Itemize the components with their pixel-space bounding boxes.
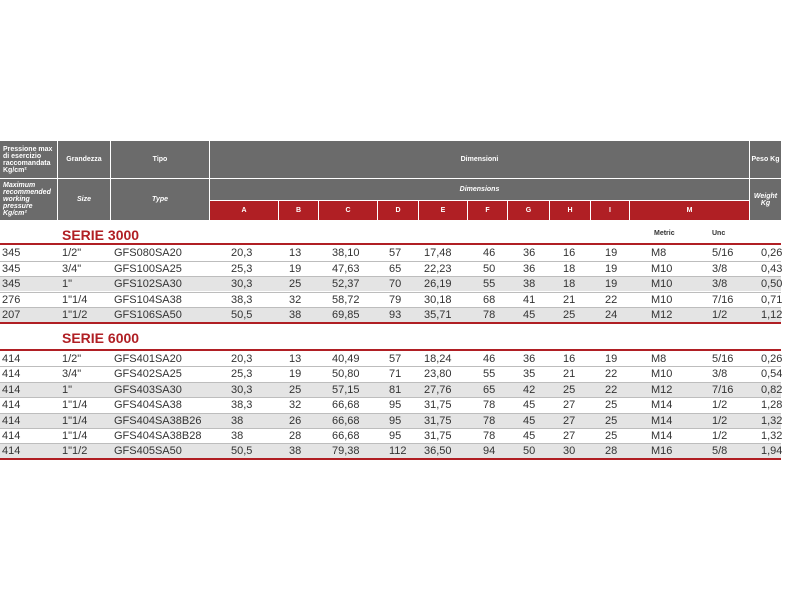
table-cell: 69,85 [332, 309, 360, 321]
series-3000-bottom-line [0, 322, 781, 324]
dim-col-h: H [550, 201, 590, 220]
header-grandezza: Grandezza [58, 141, 110, 178]
table-cell: 5/8 [712, 445, 728, 458]
table-cell: 79 [389, 293, 402, 306]
table-cell: M8 [651, 353, 667, 365]
table-cell: 45 [523, 399, 536, 412]
table-cell: 5/16 [712, 353, 734, 365]
table-cell: 38,3 [231, 293, 253, 306]
table-cell: 18 [563, 278, 576, 290]
table-cell: 66,68 [332, 399, 360, 412]
table-cell: 22 [605, 293, 618, 306]
table-cell: GFS404SA38B28 [114, 430, 202, 442]
table-cell: 65 [483, 383, 496, 396]
table-cell: M16 [651, 445, 673, 458]
table-cell: 38 [231, 414, 244, 427]
table-cell: 58,72 [332, 293, 360, 306]
table-cell: 22 [605, 368, 618, 381]
table-cell: 30 [563, 445, 576, 458]
table-cell: 25 [289, 383, 302, 396]
table-cell: 38 [289, 445, 302, 458]
table-cell: M10 [651, 293, 673, 306]
metric-label-3000: Metric [654, 230, 675, 237]
table-cell: 65 [389, 262, 402, 275]
table-cell: 28 [605, 445, 618, 458]
table-cell: M12 [651, 383, 673, 396]
table-cell: GFS404SA38 [114, 399, 182, 412]
table-cell: 1"1/4 [62, 430, 88, 442]
table-cell: 35,71 [424, 309, 452, 321]
header-dimensions: Dimensions [210, 179, 749, 200]
table-cell: 36 [523, 247, 536, 259]
dim-col-d: D [378, 201, 418, 220]
table-cell: M10 [651, 262, 673, 275]
table-cell: GFS402SA25 [114, 368, 182, 381]
table-cell: 3/8 [712, 368, 728, 381]
header-dimensioni: Dimensioni [210, 141, 749, 178]
table-cell: 30,18 [424, 293, 452, 306]
table-cell: 35 [523, 368, 536, 381]
table-cell: 95 [389, 430, 402, 442]
table-cell: 207 [2, 309, 21, 321]
table-cell: 41 [523, 293, 536, 306]
table-cell: 19 [289, 262, 302, 275]
table-cell: 345 [2, 262, 21, 275]
table-cell: GFS403SA30 [114, 383, 182, 396]
header-weight: Weight Kg [750, 179, 781, 220]
table-cell: 25 [563, 309, 576, 321]
table-cell: 30,3 [231, 278, 253, 290]
table-cell: GFS102SA30 [114, 278, 182, 290]
table-cell: 46 [483, 353, 496, 365]
table-cell: 27 [563, 414, 576, 427]
table-cell: GFS405SA50 [114, 445, 182, 458]
table-cell: 19 [605, 278, 618, 290]
table-cell: 1/2" [62, 353, 82, 365]
table-cell: 25 [605, 414, 618, 427]
unc-label-3000: Unc [712, 230, 726, 237]
table-cell: M10 [651, 278, 673, 290]
table-cell: 0,43 [761, 262, 783, 275]
series-6000-top-line [0, 349, 781, 351]
table-cell: 31,75 [424, 430, 452, 442]
table-cell: 50 [483, 262, 496, 275]
table-cell: 57 [389, 247, 402, 259]
table-cell: 19 [605, 353, 618, 365]
table-cell: GFS401SA20 [114, 353, 182, 365]
table-cell: M14 [651, 399, 673, 412]
table-cell: 7/16 [712, 383, 734, 396]
table-cell: 1" [62, 383, 73, 396]
table-cell: GFS080SA20 [114, 247, 182, 259]
table-cell: 70 [389, 278, 402, 290]
table-cell: 36,50 [424, 445, 452, 458]
table-cell: 25 [605, 399, 618, 412]
dim-col-i: I [591, 201, 629, 220]
table-cell: 1"1/4 [62, 293, 88, 306]
table-cell: 78 [483, 399, 496, 412]
table-cell: 5/16 [712, 247, 734, 259]
table-cell: 0,82 [761, 383, 783, 396]
table-cell: 21 [563, 293, 576, 306]
dim-col-f: F [468, 201, 507, 220]
table-cell: 1"1/2 [62, 445, 88, 458]
table-cell: 1,28 [761, 399, 783, 412]
table-cell: 47,63 [332, 262, 360, 275]
table-cell: 26,19 [424, 278, 452, 290]
table-cell: 1,32 [761, 430, 783, 442]
table-cell: 52,37 [332, 278, 360, 290]
table-cell: 19 [605, 262, 618, 275]
table-cell: 38,3 [231, 399, 253, 412]
table-cell: 18,24 [424, 353, 452, 365]
table-cell: 78 [483, 430, 496, 442]
table-cell: 22 [605, 383, 618, 396]
table-cell: 13 [289, 247, 302, 259]
table-cell: 3/4" [62, 262, 82, 275]
table-cell: 95 [389, 414, 402, 427]
table-cell: 13 [289, 353, 302, 365]
table-cell: 1"1/4 [62, 399, 88, 412]
table-cell: 0,50 [761, 278, 783, 290]
table-cell: 31,75 [424, 399, 452, 412]
table-cell: 45 [523, 309, 536, 321]
table-cell: GFS404SA38B26 [114, 414, 202, 427]
dim-col-e: E [419, 201, 467, 220]
table-cell: 276 [2, 293, 21, 306]
table-cell: 38,10 [332, 247, 360, 259]
table-cell: 40,49 [332, 353, 360, 365]
table-cell: 1,12 [761, 309, 783, 321]
table-cell: 3/8 [712, 262, 728, 275]
table-cell: 345 [2, 278, 21, 290]
table-cell: 17,48 [424, 247, 452, 259]
series-title-3000: SERIE 3000 [62, 227, 140, 243]
dim-col-m: M [630, 201, 749, 220]
table-cell: 414 [2, 353, 21, 365]
dim-col-a: A [210, 201, 278, 220]
table-cell: 25,3 [231, 262, 253, 275]
table-cell: 94 [483, 445, 496, 458]
table-cell: 66,68 [332, 430, 360, 442]
table-cell: 38 [523, 278, 536, 290]
table-cell: 26 [289, 414, 302, 427]
table-cell: M14 [651, 430, 673, 442]
table-cell: 1,32 [761, 414, 783, 427]
series-3000-top-line [0, 243, 781, 245]
header-max-pressure: Maximum recommended working pressure Kg/cm² [0, 179, 57, 220]
table-cell: 3/4" [62, 368, 82, 381]
table-cell: 32 [289, 399, 302, 412]
series-6000-bottom-line [0, 458, 781, 460]
table-cell: 71 [389, 368, 402, 381]
dim-col-b: B [279, 201, 318, 220]
header-size: Size [58, 179, 110, 220]
table-cell: 414 [2, 399, 21, 412]
table-cell: 36 [523, 353, 536, 365]
table-cell: 93 [389, 309, 402, 321]
table-cell: 25 [563, 383, 576, 396]
table-cell: 31,75 [424, 414, 452, 427]
table-cell: 414 [2, 383, 21, 396]
table-cell: 78 [483, 414, 496, 427]
table-cell: GFS106SA50 [114, 309, 182, 321]
table-cell: 414 [2, 368, 21, 381]
table-cell: 36 [523, 262, 536, 275]
table-cell: 18 [563, 262, 576, 275]
table-cell: 19 [289, 368, 302, 381]
table-cell: M14 [651, 414, 673, 427]
table-cell: 0,26 [761, 247, 783, 259]
table-cell: 55 [483, 278, 496, 290]
table-cell: GFS104SA38 [114, 293, 182, 306]
table-cell: 1/2 [712, 430, 728, 442]
table-cell: 81 [389, 383, 402, 396]
header-peso: Peso Kg [750, 141, 781, 178]
table-cell: 79,38 [332, 445, 360, 458]
table-cell: 32 [289, 293, 302, 306]
table-cell: 414 [2, 414, 21, 427]
table-cell: 112 [389, 445, 407, 458]
table-cell: 1/2 [712, 309, 728, 321]
table-cell: 27 [563, 399, 576, 412]
table-cell: 50 [523, 445, 536, 458]
table-cell: GFS100SA25 [114, 262, 182, 275]
table-cell: 95 [389, 399, 402, 412]
table-cell: 1/2" [62, 247, 82, 259]
table-cell: 57 [389, 353, 402, 365]
table-cell: 57,15 [332, 383, 360, 396]
table-cell: 25 [605, 430, 618, 442]
table-cell: 25,3 [231, 368, 253, 381]
table-cell: 1,94 [761, 445, 783, 458]
table-cell: 20,3 [231, 247, 253, 259]
table-cell: 27,76 [424, 383, 452, 396]
table-cell: 27 [563, 430, 576, 442]
table-cell: 66,68 [332, 414, 360, 427]
table-cell: 50,80 [332, 368, 360, 381]
table-cell: 19 [605, 247, 618, 259]
table-cell: 0,71 [761, 293, 783, 306]
table-cell: 16 [563, 247, 576, 259]
table-cell: 24 [605, 309, 618, 321]
table-cell: 38 [289, 309, 302, 321]
table-cell: 45 [523, 430, 536, 442]
table-cell: 1" [62, 278, 73, 290]
table-cell: 30,3 [231, 383, 253, 396]
dim-col-c: C [319, 201, 377, 220]
table-cell: 20,3 [231, 353, 253, 365]
table-cell: 21 [563, 368, 576, 381]
table-cell: 78 [483, 309, 496, 321]
table-cell: 68 [483, 293, 496, 306]
header-tipo: Tipo [111, 141, 209, 178]
table-cell: 28 [289, 430, 302, 442]
dim-col-g: G [508, 201, 549, 220]
table-cell: 7/16 [712, 293, 734, 306]
table-cell: 42 [523, 383, 536, 396]
table-cell: 38 [231, 430, 244, 442]
table-cell: 23,80 [424, 368, 452, 381]
table-cell: 0,26 [761, 353, 783, 365]
table-cell: 3/8 [712, 278, 728, 290]
header-type: Type [111, 179, 209, 220]
table-cell: M10 [651, 368, 673, 381]
table-cell: M8 [651, 247, 667, 259]
table-cell: 16 [563, 353, 576, 365]
series-title-6000: SERIE 6000 [62, 330, 140, 346]
table-cell: 414 [2, 430, 21, 442]
table-cell: 1/2 [712, 399, 728, 412]
table-cell: 345 [2, 247, 21, 259]
table-cell: 0,54 [761, 368, 783, 381]
table-cell: 46 [483, 247, 496, 259]
table-cell: 1"1/4 [62, 414, 88, 427]
table-cell: 1"1/2 [62, 309, 88, 321]
table-cell: 25 [289, 278, 302, 290]
table-cell: 1/2 [712, 414, 728, 427]
header-pressione: Pressione max di esercizio raccomandata Kg/cm² [0, 141, 57, 178]
table-cell: 50,5 [231, 445, 253, 458]
table-cell: 55 [483, 368, 496, 381]
table-cell: M12 [651, 309, 673, 321]
table-cell: 45 [523, 414, 536, 427]
table-cell: 22,23 [424, 262, 452, 275]
table-cell: 414 [2, 445, 21, 458]
table-cell: 50,5 [231, 309, 253, 321]
